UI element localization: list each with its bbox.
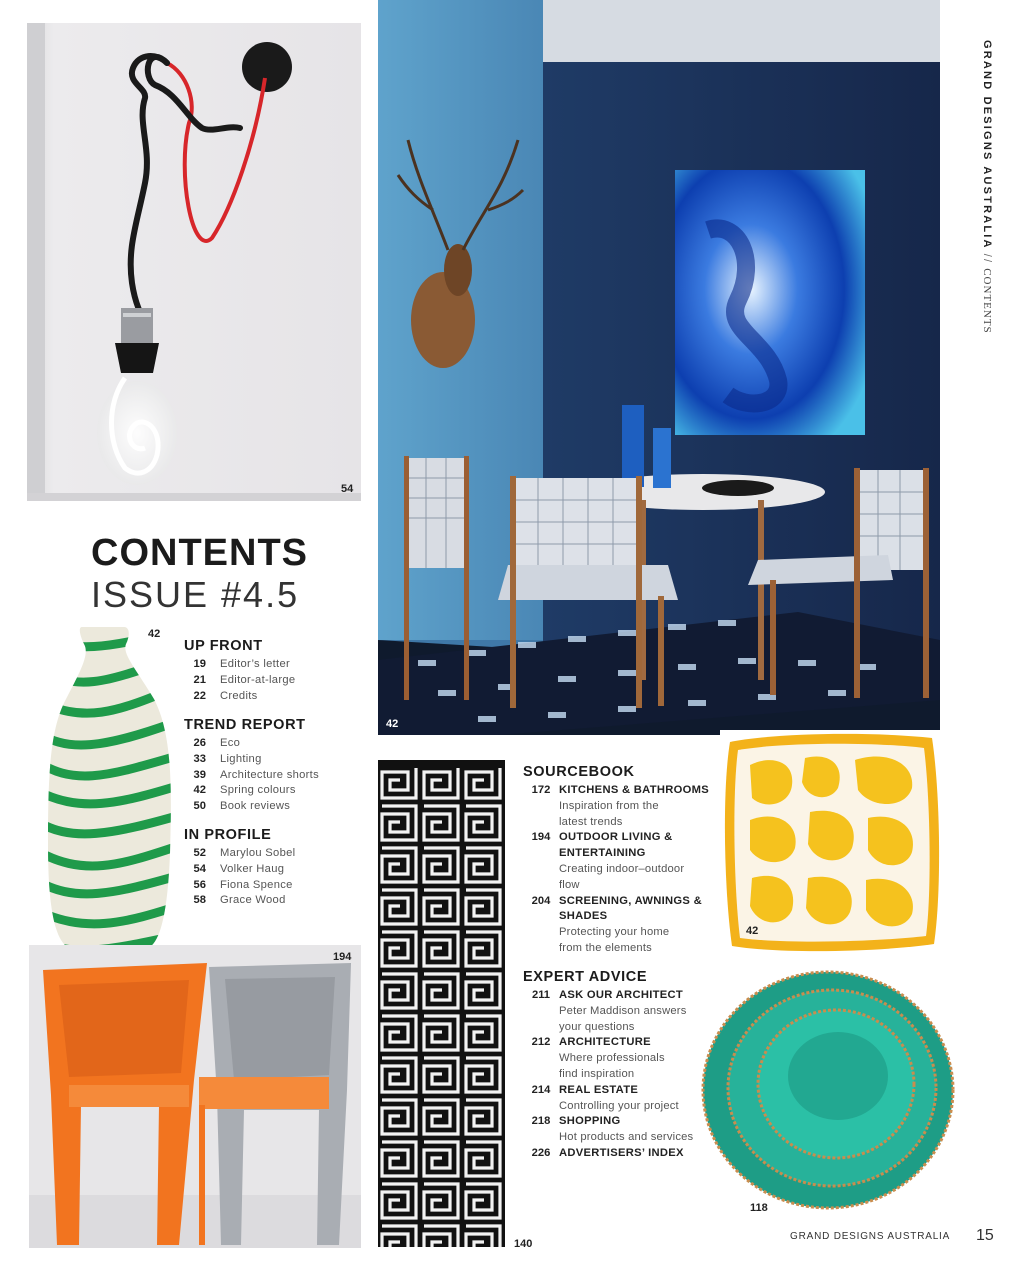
page-title: CONTENTS	[91, 532, 308, 574]
toc-item[interactable]	[184, 768, 319, 784]
toc-item-page: 58	[193, 894, 206, 907]
toc-item-title: SHOPPING	[559, 1115, 621, 1128]
toc-item-label: Eco	[220, 737, 241, 749]
dining-room-photo	[378, 0, 940, 735]
trend-report-heading: TREND REPORT	[184, 717, 306, 733]
toc-item-label: Spring colours	[220, 784, 296, 797]
sourcebook-heading: SOURCEBOOK	[523, 764, 635, 780]
toc-item-description: Protecting your home from the elements	[559, 926, 670, 954]
lamp-page-number: 54	[341, 483, 354, 495]
toc-item-label: Marylou Sobel	[220, 847, 296, 859]
in-profile-heading: IN PROFILE	[184, 827, 272, 843]
toc-item-page: 194	[531, 831, 551, 844]
toc-item[interactable]	[523, 1146, 719, 1162]
side-banner-section: CONTENTS	[981, 268, 993, 334]
toc-item-label: Grace Wood	[220, 894, 286, 907]
toc-item-label: Editor’s letter	[220, 658, 290, 670]
cushion-photo	[720, 730, 944, 956]
toc-item-title: REAL ESTATE	[559, 1083, 639, 1096]
side-banner-separator: //	[981, 253, 993, 265]
toc-item-description: Peter Maddison answers your questions	[559, 1004, 687, 1033]
trend-report-section	[184, 717, 319, 815]
toc-item-page: 56	[193, 878, 206, 891]
toc-item-page: 211	[531, 989, 551, 1001]
vase-photo	[44, 624, 174, 954]
toc-item-page: 33	[193, 752, 206, 765]
side-banner-brand: GRAND DESIGNS AUSTRALIA	[981, 40, 993, 250]
toc-item-page: 19	[193, 658, 206, 670]
issue-number: ISSUE #4.5	[91, 574, 300, 615]
toc-item[interactable]	[523, 783, 719, 830]
lamp-photo	[27, 23, 361, 501]
up-front-section	[184, 638, 295, 704]
toc-item-page: 42	[193, 784, 206, 797]
toc-item[interactable]	[184, 673, 295, 689]
toc-item-page: 212	[531, 1036, 551, 1049]
toc-item-page: 50	[193, 800, 206, 813]
toc-item-page: 214	[531, 1083, 551, 1096]
toc-item[interactable]	[184, 689, 295, 705]
toc-item-title: ASK OUR ARCHITECT	[559, 989, 684, 1001]
toc-item-label: Architecture shorts	[220, 768, 319, 781]
toc-item-page: 204	[531, 894, 551, 907]
toc-item[interactable]	[184, 846, 295, 862]
toc-item-label: Volker Haug	[220, 862, 285, 875]
rug-page-number-label: 140	[514, 1238, 533, 1250]
toc-item-page: 54	[193, 862, 206, 875]
toc-item-title: ARCHITECTURE	[559, 1036, 651, 1049]
toc-item[interactable]	[184, 862, 295, 878]
toc-item-label: Fiona Spence	[220, 878, 293, 891]
toc-item-page: 22	[193, 689, 206, 702]
toc-item-page: 39	[193, 768, 206, 781]
in-profile-section	[184, 827, 295, 909]
toc-item[interactable]	[523, 1114, 719, 1146]
toc-item[interactable]	[184, 783, 319, 799]
toc-item-page: 26	[193, 737, 206, 749]
toc-item[interactable]	[523, 830, 719, 893]
toc-item-label: Lighting	[220, 752, 262, 765]
expert-advice-heading: EXPERT ADVICE	[523, 969, 648, 985]
footer-brand: GRAND DESIGNS AUSTRALIA	[790, 1231, 951, 1242]
rug-photo	[378, 760, 505, 1247]
toc-item-page: 172	[531, 784, 551, 796]
bowls-page-number: 118	[750, 1202, 768, 1214]
toc-item-page: 226	[531, 1146, 551, 1159]
sourcebook-section	[523, 764, 719, 957]
toc-item-label: Editor-at-large	[220, 673, 296, 686]
toc-item[interactable]	[523, 894, 719, 957]
chairs-photo	[29, 945, 361, 1248]
toc-item-page: 21	[193, 673, 206, 686]
toc-item[interactable]	[523, 1035, 719, 1082]
toc-item-page: 218	[531, 1115, 551, 1128]
toc-item-description: Inspiration from the latest trends	[559, 799, 659, 828]
chairs-page-number: 194	[333, 951, 352, 963]
expert-advice-section	[523, 969, 719, 1162]
toc-item[interactable]	[184, 893, 295, 909]
toc-item[interactable]	[184, 657, 295, 673]
toc-item-page: 52	[193, 847, 206, 859]
toc-item-description: Creating indoor–outdoor flow	[559, 862, 685, 891]
footer-page-number: 15	[976, 1227, 994, 1244]
dining-room-page-number: 42	[386, 718, 399, 730]
cushion-page-number: 42	[746, 925, 759, 937]
side-banner	[955, 40, 1015, 340]
toc-item-label: Book reviews	[220, 800, 291, 813]
toc-item-description: Hot products and services	[559, 1131, 694, 1144]
toc-item-title: KITCHENS & BATHROOMS	[559, 784, 709, 796]
toc-item-description: Where professionals find inspiration	[559, 1052, 665, 1080]
toc-item[interactable]	[184, 752, 319, 768]
toc-item-title: OUTDOOR LIVING & ENTERTAINING	[559, 831, 673, 860]
toc-item[interactable]	[523, 1083, 719, 1115]
toc-item[interactable]	[523, 988, 719, 1035]
toc-item[interactable]	[184, 878, 295, 894]
toc-item-label: Credits	[220, 689, 258, 702]
vase-page-number: 42	[148, 628, 161, 640]
toc-item[interactable]	[184, 736, 319, 752]
toc-item-title: ADVERTISERS’ INDEX	[559, 1146, 684, 1159]
toc-item-title: SCREENING, AWNINGS & SHADES	[559, 894, 702, 923]
bowls-photo	[700, 960, 956, 1218]
toc-item-description: Controlling your project	[559, 1099, 679, 1112]
toc-item[interactable]	[184, 799, 319, 815]
up-front-heading: UP FRONT	[184, 638, 263, 654]
